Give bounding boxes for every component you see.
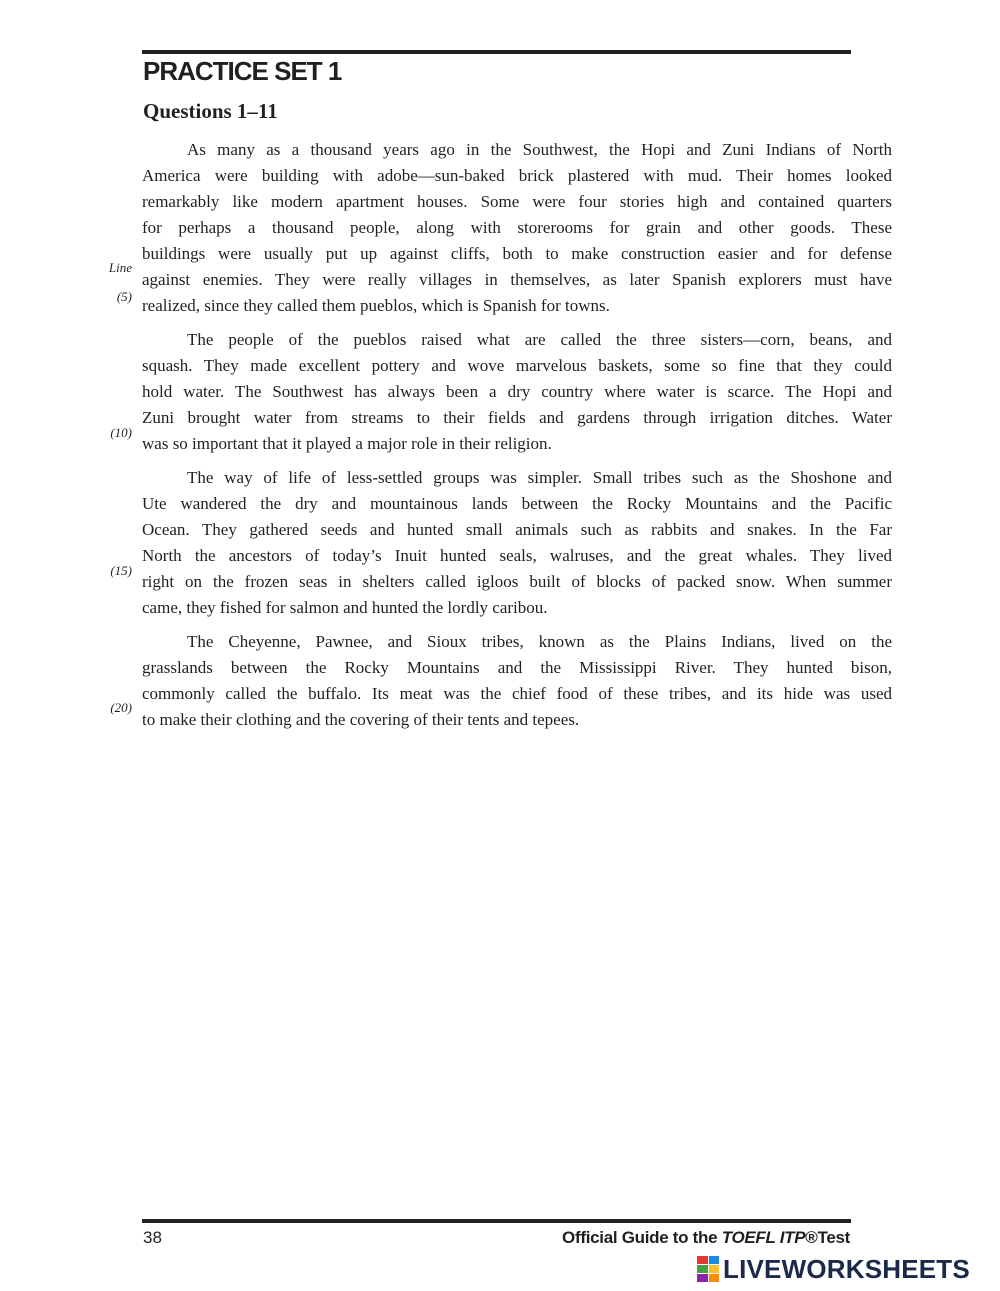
passage-line: The way of life of less-settled groups was simpler. Small tribes such as the Shoshone and bbox=[187, 468, 892, 487]
top-rule bbox=[142, 50, 851, 54]
liveworksheets-text: LIVEWORKSHEETS bbox=[723, 1253, 970, 1284]
logo-tile bbox=[697, 1265, 708, 1273]
passage-line: realized, since they called them pueblos, which is Spanish for towns. bbox=[142, 296, 610, 315]
liveworksheets-logo-icon bbox=[697, 1256, 719, 1282]
passage-line: The Cheyenne, Pawnee, and Sioux tribes, known as the Plains Indians, lived on the bbox=[187, 632, 892, 651]
line-marker-label: Line bbox=[108, 260, 132, 275]
passage-paragraph-2 bbox=[142, 327, 892, 457]
passage-line: The people of the pueblos raised what are called the three sisters—corn, beans, and bbox=[187, 330, 892, 349]
logo-tile bbox=[697, 1274, 708, 1282]
passage-line: As many as a thousand years ago in the Southwest, the Hopi and Zuni Indians of North bbox=[187, 140, 892, 159]
passage-line: was so important that it played a major role in their religion. bbox=[142, 434, 552, 453]
passage-line: buildings were usually put up against cliffs, both to make construction easier and for defense bbox=[142, 244, 892, 263]
logo-tile bbox=[709, 1256, 720, 1264]
passage-line: commonly called the buffalo. Its meat was the chief food of these tribes, and its hide was used bbox=[142, 684, 892, 703]
questions-heading: Questions 1–11 bbox=[143, 99, 278, 123]
passage-line: Ute wandered the dry and mountainous lands between the Rocky Mountains and the Pacific bbox=[142, 494, 892, 513]
liveworksheets-watermark bbox=[697, 1255, 970, 1283]
passage-line: remarkably like modern apartment houses. Some were four stories high and contained quarters bbox=[142, 192, 892, 211]
passage-line: North the ancestors of today’s Inuit hunted seals, walruses, and the great whales. They lived bbox=[142, 546, 892, 565]
page-number: 38 bbox=[143, 1228, 162, 1247]
passage-paragraph-3 bbox=[142, 465, 892, 621]
passage-line: against enemies. They were really villages in themselves, as later Spanish explorers must have bbox=[142, 270, 892, 289]
book-title-footer bbox=[562, 1228, 850, 1248]
logo-tile bbox=[697, 1256, 708, 1264]
line-marker-20: (20) bbox=[110, 700, 132, 715]
passage-line: Ocean. They gathered seeds and hunted small animals such as rabbits and snakes. In the Far bbox=[142, 520, 892, 539]
line-marker-15: (15) bbox=[110, 563, 132, 578]
reading-passage bbox=[142, 137, 892, 741]
passage-line: America were building with adobe—sun-baked brick plastered with mud. Their homes looked bbox=[142, 166, 892, 185]
passage-line: Zuni brought water from streams to their fields and gardens through irrigation ditches. Water bbox=[142, 408, 892, 427]
logo-tile bbox=[709, 1274, 720, 1282]
logo-tile bbox=[709, 1265, 720, 1273]
passage-line: to make their clothing and the covering of their tents and tepees. bbox=[142, 710, 580, 729]
passage-line: right on the frozen seas in shelters called igloos built of blocks of packed snow. When summer bbox=[142, 572, 892, 591]
passage-line: squash. They made excellent pottery and wove marvelous baskets, some so fine that they could bbox=[142, 356, 892, 375]
book-title-suffix: ®Test bbox=[805, 1228, 850, 1247]
book-title-emphasis: TOEFL ITP bbox=[721, 1228, 806, 1247]
passage-paragraph-1 bbox=[142, 137, 892, 319]
bottom-rule bbox=[142, 1219, 851, 1223]
passage-paragraph-4 bbox=[142, 629, 892, 733]
book-title-prefix: Official Guide to the bbox=[562, 1228, 722, 1247]
line-marker-10: (10) bbox=[110, 425, 132, 440]
passage-line: hold water. The Southwest has always been a dry country where water is scarce. The Hopi and bbox=[142, 382, 892, 401]
line-marker-5: (5) bbox=[116, 289, 132, 304]
passage-line: grasslands between the Rocky Mountains and the Mississippi River. They hunted bison, bbox=[142, 658, 892, 677]
passage-line: came, they fished for salmon and hunted the lordly caribou. bbox=[142, 598, 548, 617]
passage-line: for perhaps a thousand people, along with storerooms for grain and other goods. These bbox=[142, 218, 892, 237]
practice-set-title: PRACTICE SET 1 bbox=[143, 56, 342, 86]
